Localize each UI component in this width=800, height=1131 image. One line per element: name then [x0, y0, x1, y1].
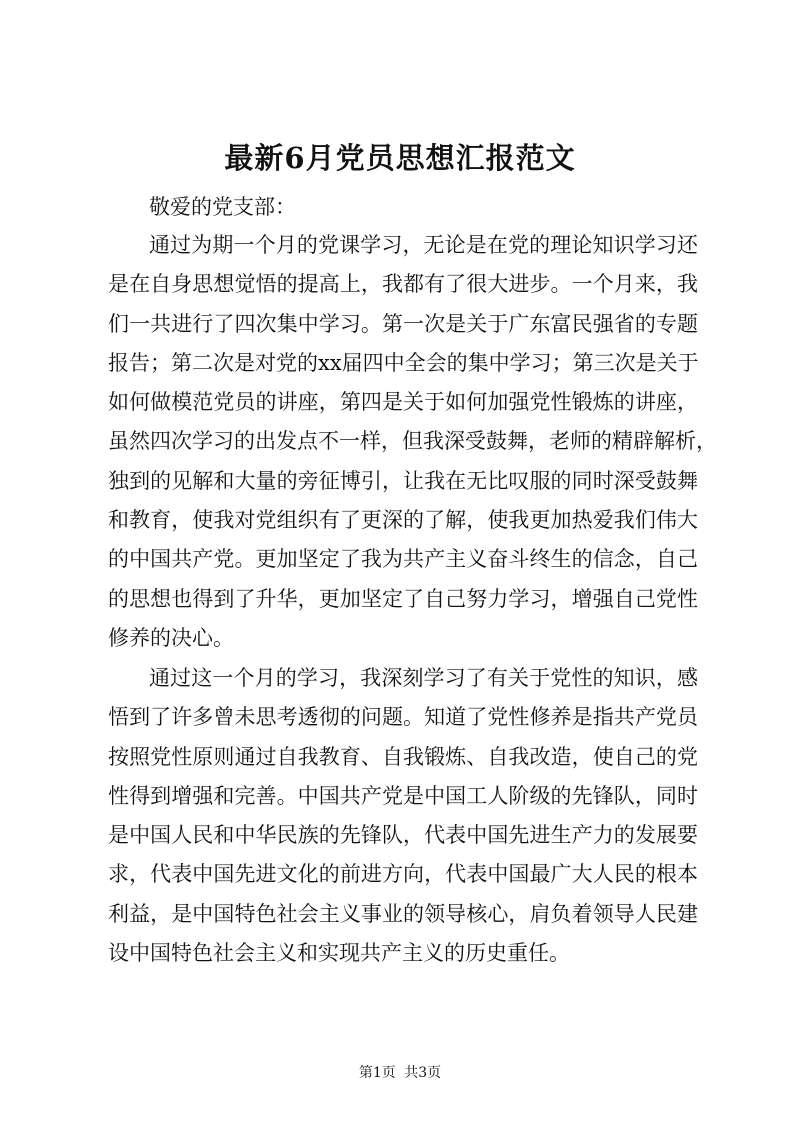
paragraph-line: 虽然四次学习的出发点不一样，但我深受鼓舞，老师的精辟解析，: [108, 429, 717, 454]
paragraph-line: 独到的见解和大量的旁征博引，让我在无比叹服的同时深受鼓舞: [108, 468, 698, 493]
paragraph-line: 报告；第二次是对党的xx届四中全会的集中学习；第三次是关于: [108, 350, 699, 375]
paragraph-line: 和教育，使我对党组织有了更深的了解，使我更加热爱我们伟大: [108, 508, 698, 533]
paragraph-line: 利益，是中国特色社会主义事业的领导核心，肩负着领导人民建: [108, 901, 698, 926]
page-footer: [0, 1063, 800, 1083]
document-title: 最新6月党员思想汇报范文: [224, 141, 576, 175]
salutation: 敬爱的党支部：: [149, 195, 296, 219]
paragraph-line: 求，代表中国先进文化的前进方向，代表中国最广大人民的根本: [108, 862, 698, 887]
paragraph-line: 的思想也得到了升华，更加坚定了自己努力学习，增强自己党性: [108, 586, 698, 611]
paragraph-line: 通过这一个月的学习，我深刻学习了有关于党性的知识，感: [149, 666, 698, 690]
paragraph-line: 是在自身思想觉悟的提高上，我都有了很大进步。一个月来，我: [108, 272, 698, 297]
paragraph-line: 通过为期一个月的党课学习，无论是在党的理论知识学习还: [149, 233, 698, 257]
page-total: 共3页: [404, 1065, 442, 1081]
page-number: 第1页: [358, 1065, 396, 1081]
paragraph-line: 性得到增强和完善。中国共产党是中国工人阶级的先锋队，同时: [108, 783, 698, 808]
paragraph-1: [108, 226, 717, 658]
paragraph-line: 们一共进行了四次集中学习。第一次是关于广东富民强省的专题: [108, 311, 698, 336]
paragraph-line: 修养的决心。: [108, 625, 234, 650]
paragraph-line: 如何做模范党员的讲座，第四是关于如何加强党性锻炼的讲座，: [108, 390, 698, 415]
paragraph-line: 按照党性原则通过自我教育、自我锻炼、自我改造，使自己的党: [108, 744, 698, 769]
paragraph-line: 悟到了许多曾未思考透彻的问题。知道了党性修养是指共产党员: [108, 705, 698, 730]
paragraph-line: 设中国特色社会主义和实现共产主义的历史重任。: [108, 941, 570, 966]
paragraph-line: 是中国人民和中华民族的先锋队，代表中国先进生产力的发展要: [108, 823, 698, 848]
paragraph-2: [108, 659, 698, 973]
paragraph-line: 的中国共产党。更加坚定了我为共产主义奋斗终生的信念，自己: [108, 547, 698, 572]
